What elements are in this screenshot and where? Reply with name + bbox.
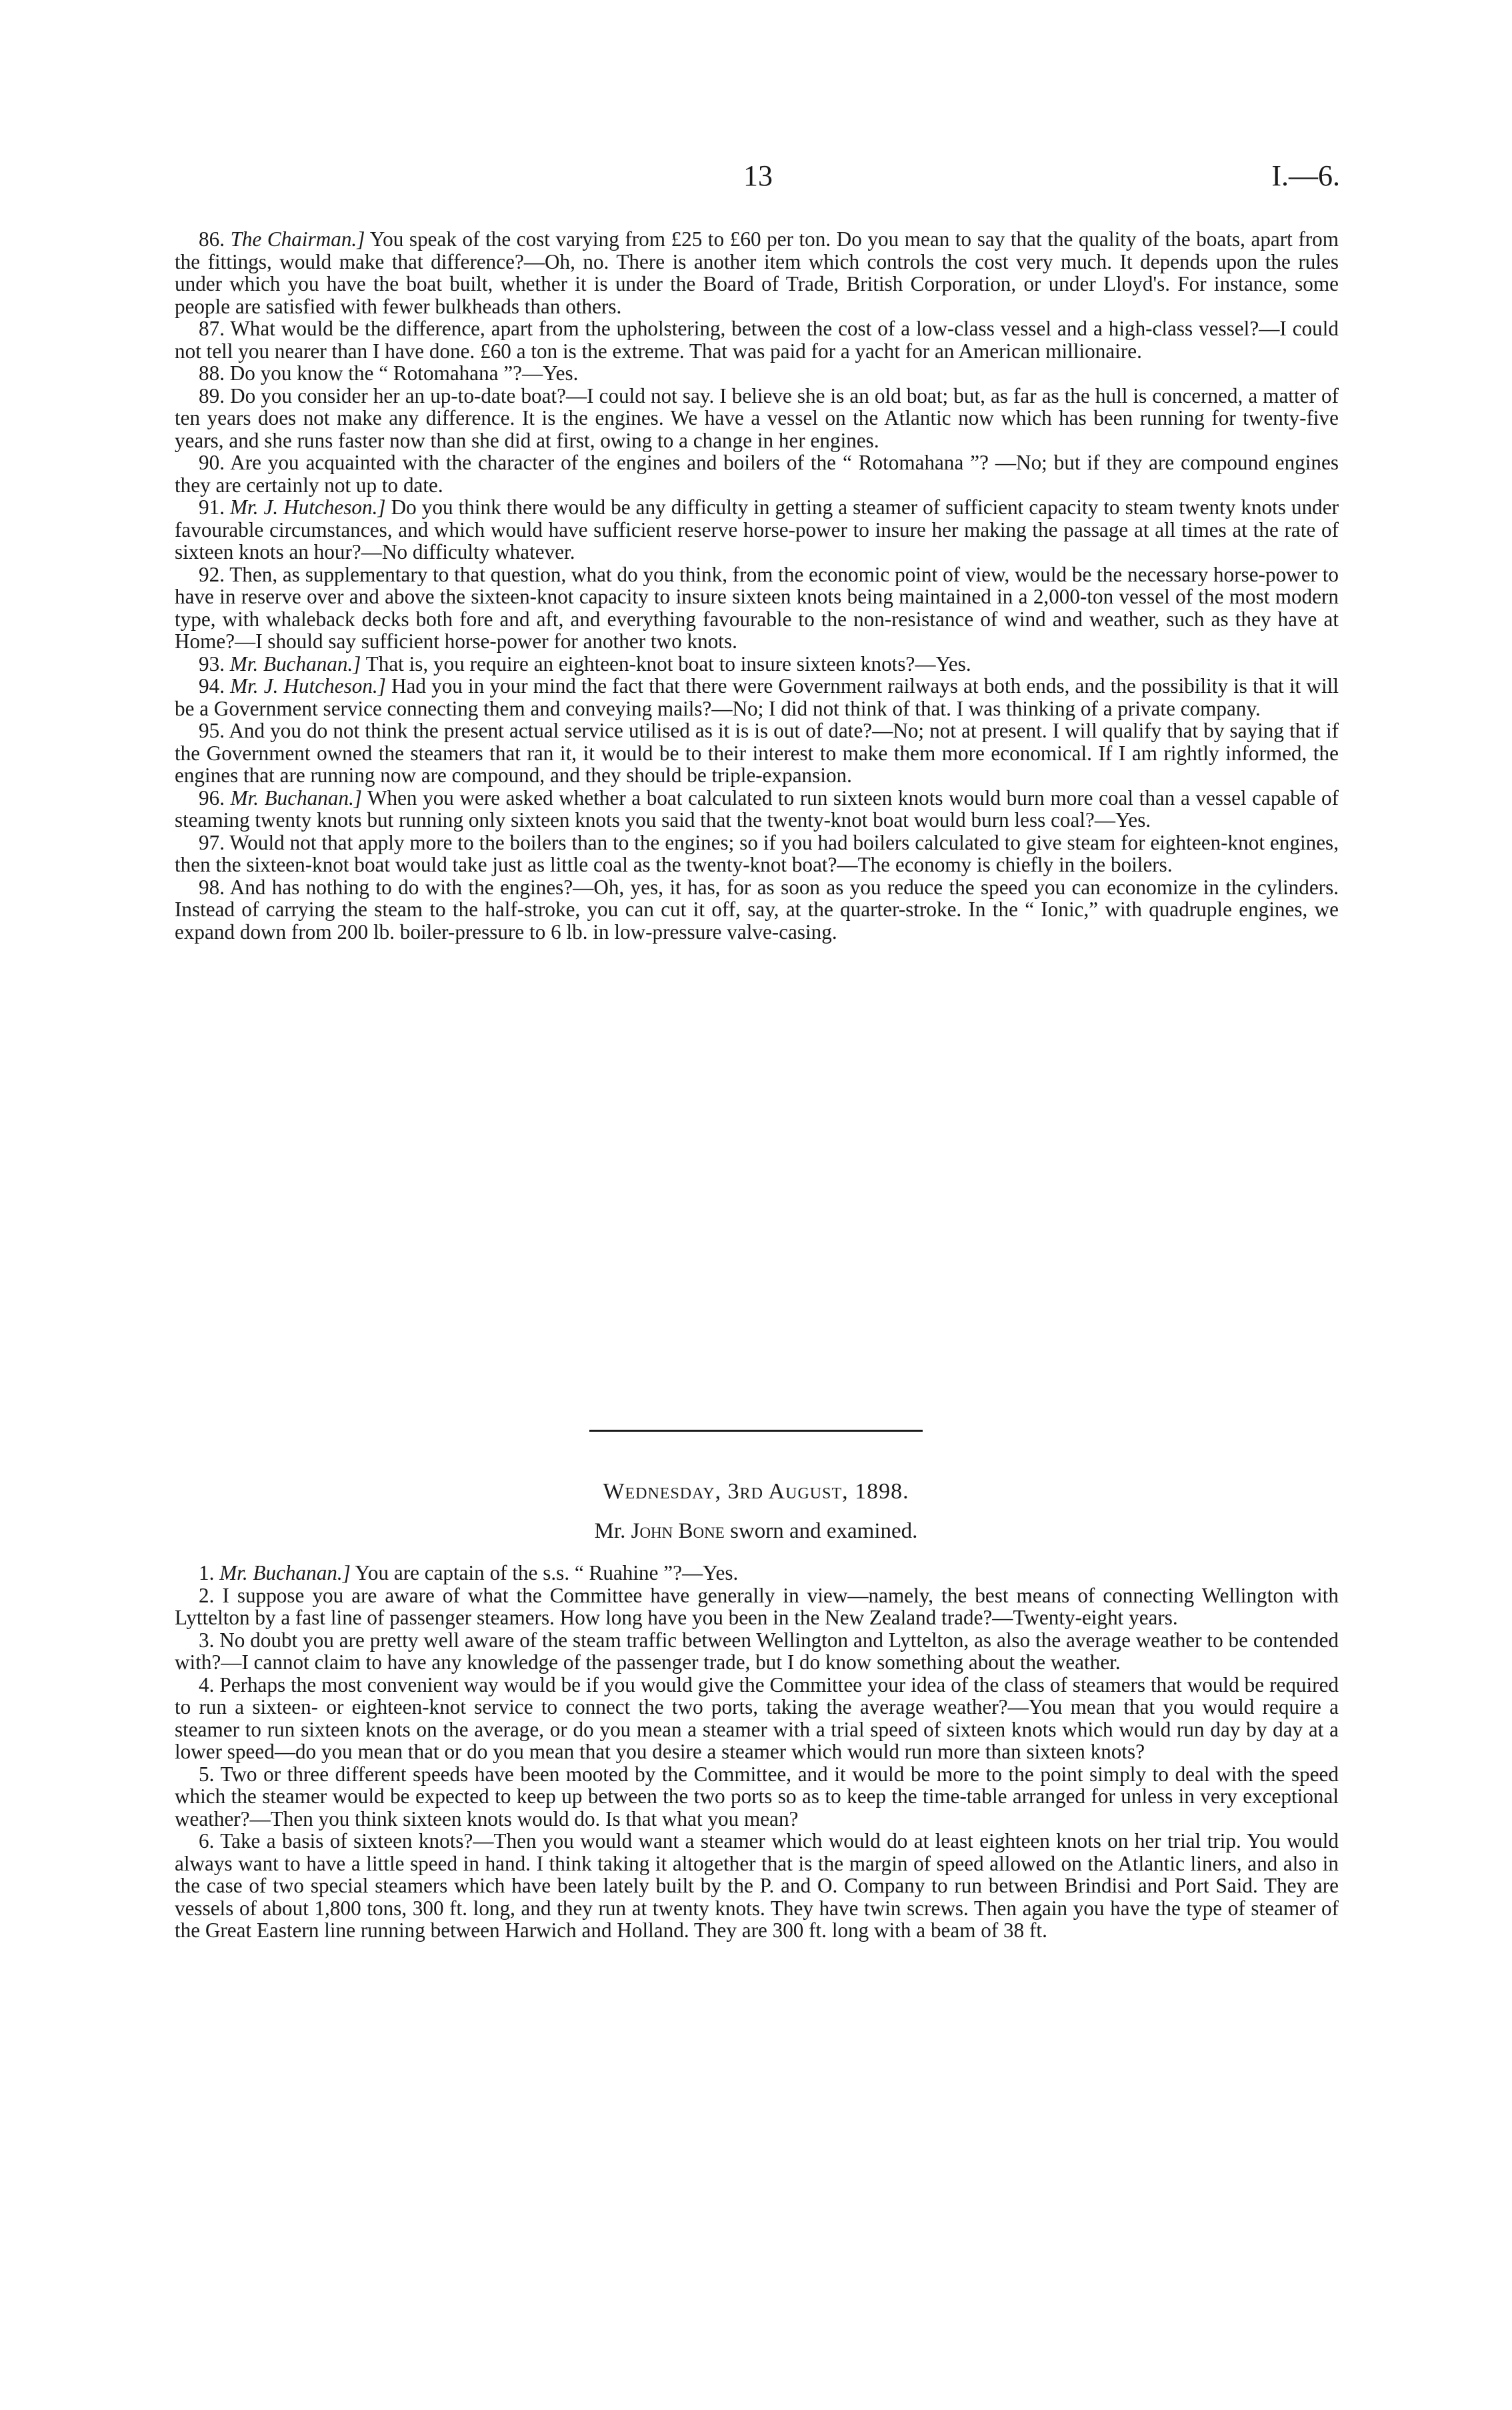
- question-text: And you do not think the present actual service utilised as it is is out of date?—No; not at present. I will qualify that by saying that if the Government owned the steamers that ran it, it would be to their interest to make them more economical. If I am rightly informed, the engines that are running now are compound, and they should be triple-expansion.: [175, 719, 1339, 787]
- question-number: 5.: [199, 1762, 215, 1786]
- question-number: 86.: [199, 227, 225, 251]
- question-paragraph: [175, 1629, 1339, 1674]
- question-text: No doubt you are pretty well aware of the steam traffic between Wellington and Lyttelton, as also the average weather to be contended with?—I cannot claim to have any knowledge of the passenger trade, but I do know something about the weather.: [175, 1628, 1339, 1674]
- question-text: Then, as supplementary to that question, what do you think, from the economic point of view, would be the necessary horse-power to have in reserve over and above the sixteen-knot capacity to insure sixteen knots being maintained in a 2,000-ton vessel of the most modern type, with whaleback decks both fore and aft, and everything favourable to the non-resistance of wind and weather, such as they have at Home?—I should say sufficient horse-power for another two knots.: [175, 562, 1339, 653]
- question-number: 95.: [199, 719, 225, 742]
- question-paragraph: [175, 385, 1339, 452]
- question-text: Would not that apply more to the boilers than to the engines; so if you had boilers calculated to give steam for eighteen-knot engines, then the sixteen-knot boat would take just as little coal as the twenty-knot boat?—The economy is chiefly in the boilers.: [175, 830, 1339, 876]
- evidence-section-2: [175, 1562, 1339, 1942]
- question-paragraph: [175, 228, 1339, 317]
- question-text: Perhaps the most convenient way would be if you would give the Committee your idea of the class of steamers that would be required to run a sixteen- or eighteen-knot service to connect the two ports, taking the average weather?—You mean that you would require a steamer to run sixteen knots on the average, or do you mean a steamer with a trial speed of sixteen knots which would run day by day at a lower speed—do you mean that or do you mean that you desire a steamer which would run more than sixteen knots?: [175, 1672, 1339, 1763]
- question-number: 91.: [199, 495, 225, 519]
- question-number: 87.: [199, 317, 225, 340]
- paper-reference: I.—6.: [1271, 159, 1340, 192]
- question-number: 92.: [199, 562, 225, 586]
- question-text: When you were asked whether a boat calculated to run sixteen knots would burn more coal than a vessel capable of steaming twenty knots but running only sixteen knots you said that the twenty-knot boat would burn less coal?—Yes.: [175, 786, 1339, 832]
- question-number: 94.: [199, 674, 225, 698]
- question-number: 88.: [199, 361, 225, 385]
- question-text: What would be the difference, apart from the upholstering, between the cost of a low-class vessel and a high-class vessel?—I could not tell you nearer than I have done. £60 a ton is the extreme. That was paid for a yacht for an American millionaire.: [175, 317, 1339, 363]
- question-number: 2.: [199, 1583, 215, 1607]
- question-text: Are you acquainted with the character of the engines and boilers of the “ Rotomahana ”? —No; but if they are compound engines they are certainly not up to date.: [175, 451, 1339, 497]
- question-paragraph: [175, 675, 1339, 720]
- question-paragraph: [175, 720, 1339, 787]
- question-text: That is, you require an eighteen-knot boat to insure sixteen knots?—Yes.: [361, 652, 971, 676]
- speaker-label: Mr. Buchanan.]: [229, 652, 361, 676]
- section-divider: [589, 1430, 923, 1432]
- question-paragraph: [175, 832, 1339, 876]
- date-heading: Wednesday, 3rd August, 1898.: [603, 1479, 909, 1504]
- witness-heading: [0, 1519, 1512, 1544]
- question-number: 4.: [199, 1672, 215, 1696]
- question-number: 6.: [199, 1829, 215, 1853]
- speaker-label: Mr. J. Hutcheson.]: [230, 495, 386, 519]
- question-paragraph: [175, 451, 1339, 496]
- question-text: Do you consider her an up-to-date boat?—I could not say. I believe she is an old boat; but, as far as the hull is concerned, a matter of ten years does not make any difference. It is the engines. We have a vessel on the Atlantic now which has been running for twenty-five years, and she runs faster now than she did at first, owing to a change in her engines.: [175, 383, 1339, 452]
- question-number: 96.: [199, 786, 225, 810]
- question-number: 90.: [199, 451, 225, 474]
- evidence-section-1: [175, 228, 1339, 943]
- speaker-label: The Chairman.]: [230, 227, 365, 251]
- question-paragraph: [175, 1830, 1339, 1942]
- witness-name: John Bone: [631, 1519, 725, 1543]
- question-number: 97.: [199, 830, 225, 854]
- question-text: Two or three different speeds have been mooted by the Committee, and it would be more to the point simply to deal with the speed which the steamer would be expected to keep up between the two ports so as to keep the time-table arranged for unless in very exceptional weather?—Then you think sixteen knots would do. Is that what you mean?: [175, 1762, 1339, 1831]
- witness-suffix: sworn and examined.: [730, 1519, 918, 1543]
- speaker-label: Mr. Buchanan.]: [230, 786, 363, 810]
- question-text: And has nothing to do with the engines?—Oh, yes, it has, for as soon as you reduce the speed you can economize in the cylinders. Instead of carrying the steam to the half-stroke, you can cut it off, say, at the quarter-stroke. In the “ Ionic,” with quadruple engines, we expand down from 200 lb. boiler-pressure to 6 lb. in low-pressure valve-casing.: [175, 875, 1339, 944]
- speaker-label: Mr. J. Hutcheson.]: [230, 674, 386, 698]
- question-paragraph: [175, 787, 1339, 832]
- page-number: 13: [743, 159, 773, 192]
- question-paragraph: [175, 653, 1339, 676]
- question-number: 3.: [199, 1628, 215, 1652]
- question-number: 93.: [199, 652, 225, 676]
- question-paragraph: [175, 876, 1339, 944]
- question-text: Had you in your mind the fact that there were Government railways at both ends, and the possibility is that it will be a Government service connecting them and conveying mails?—No; I did not think of that. I was thinking of a private company.: [175, 674, 1339, 720]
- question-paragraph: [175, 317, 1339, 362]
- question-paragraph: [175, 1763, 1339, 1831]
- question-paragraph: [175, 563, 1339, 653]
- question-text: Take a basis of sixteen knots?—Then you would want a steamer which would do at least eighteen knots on her trial trip. You would always want to have a little speed in hand. I think taking it altogether that is the margin of speed allowed on the Atlantic liners, and also in the case of two special steamers which have been lately built by the P. and O. Company to run between Brindisi and Port Said. They are vessels of about 1,800 tons, 300 ft. long, and they run at twenty knots. They have twin screws. Then again you have the type of steamer of the Great Eastern line running between Harwich and Holland. They are 300 ft. long with a beam of 38 ft.: [175, 1829, 1339, 1942]
- question-number: 1.: [199, 1561, 215, 1584]
- question-text: Do you know the “ Rotomahana ”?—Yes.: [229, 361, 579, 385]
- page-header: [0, 159, 1512, 205]
- question-text: You speak of the cost varying from £25 to £60 per ton. Do you mean to say that the quality of the boats, apart from the fittings, would make that difference?—Oh, no. There is another item which controls the cost very much. It depends upon the rules under which you have the boat built, whether it is under the Board of Trade, British Corporation, or under Lloyd's. For instance, some people are satisfied with fewer bulkheads than others.: [175, 227, 1339, 318]
- question-paragraph: [175, 362, 1339, 385]
- question-text: Do you think there would be any difficulty in getting a steamer of sufficient capacity to steam twenty knots under favourable circumstances, and which would have sufficient reserve horse-power to insure her making the passage at all times at the rate of sixteen knots an hour?—No difficulty whatever.: [175, 495, 1339, 563]
- question-number: 89.: [199, 383, 225, 407]
- question-number: 98.: [199, 875, 225, 899]
- question-paragraph: [175, 1584, 1339, 1629]
- question-paragraph: [175, 496, 1339, 563]
- question-text: You are captain of the s.s. “ Ruahine ”?—Yes.: [350, 1561, 739, 1584]
- question-text: I suppose you are aware of what the Committee have generally in view—namely, the best means of connecting Wellington with Lyttelton by a fast line of passenger steamers. How long have you been in the New Zealand trade?—Twenty-eight years.: [175, 1583, 1339, 1629]
- speaker-label: Mr. Buchanan.]: [219, 1561, 351, 1584]
- witness-title: Mr.: [594, 1519, 626, 1543]
- question-paragraph: [175, 1562, 1339, 1584]
- question-paragraph: [175, 1674, 1339, 1763]
